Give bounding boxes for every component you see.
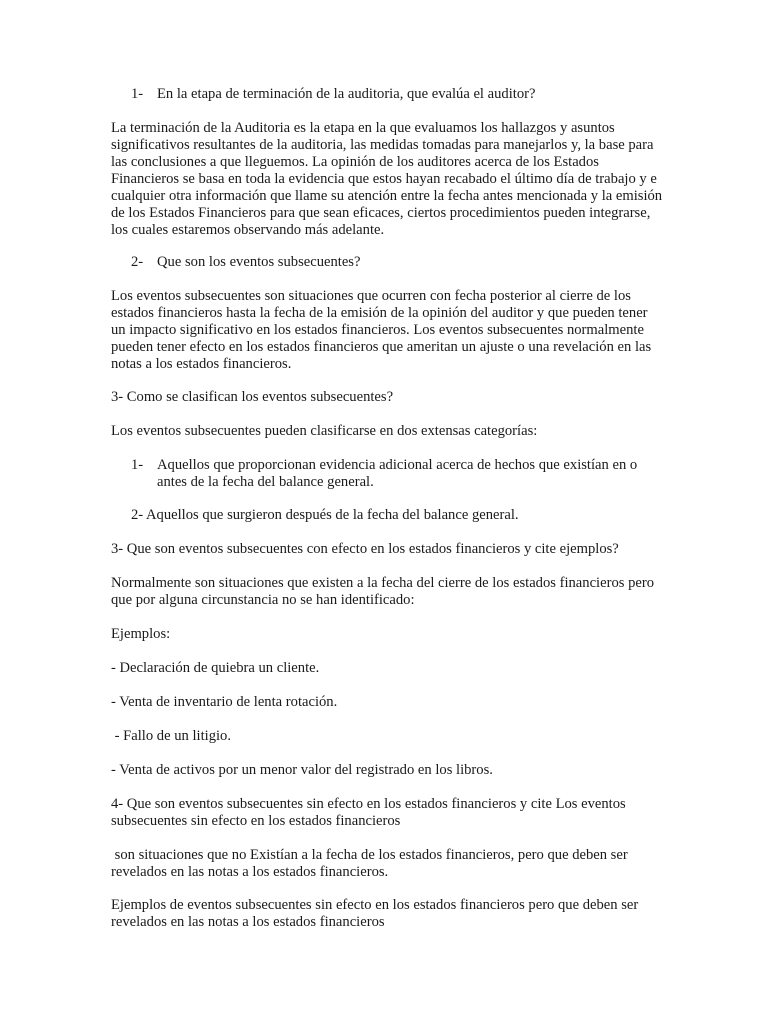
- list-item-number: 1-: [131, 457, 144, 473]
- question-5: 4- Que son eventos subsecuentes sin efecto en los estados financieros y cite Los eventos subsecuentes sin efecto en los estados financieros: [111, 796, 626, 829]
- question-2-number: 2-: [131, 254, 144, 270]
- question-2-text: Que son los eventos subsecuentes?: [157, 254, 361, 270]
- list-item-text: 2- Aquellos que surgieron después de la fecha del balance general.: [131, 507, 519, 523]
- question-1-number: 1-: [131, 86, 144, 102]
- examples-label: Ejemplos:: [111, 626, 171, 642]
- list-item: - Venta de inventario de lenta rotación.: [111, 694, 338, 710]
- question-4: 3- Que son eventos subsecuentes con efecto en los estados financieros y cite ejemplos?: [111, 541, 619, 557]
- answer-2: Los eventos subsecuentes son situaciones que ocurren con fecha posterior al cierre de los estados financieros hasta la fecha de la emisión de la opinión del auditor y que pueden tener un impacto significativo en los estados financieros. Los eventos subsecuentes normalmente pueden tener efecto en los estados financieros que ameritan un ajuste o una revelación en las notas a los estados financieros.: [111, 288, 652, 372]
- question-1-text: En la etapa de terminación de la auditoria, que evalúa el auditor?: [157, 86, 536, 102]
- answer-3-intro: Los eventos subsecuentes pueden clasificarse en dos extensas categorías:: [111, 423, 538, 439]
- list-item: - Fallo de un litigio.: [111, 728, 231, 744]
- list-item: - Venta de activos por un menor valor del registrado en los libros.: [111, 762, 493, 778]
- answer-1: La terminación de la Auditoria es la etapa en la que evaluamos los hallazgos y asuntos significativos resultantes de la auditoria, las medidas tomadas para manejarlos y, la base para las conclusiones a que lleguemos. La opinión de los auditores acerca de los Estados Financieros se basa en toda la evidencia que estos hayan recabado el último día de trabajo y e cualquier otra información que llame su atención entre la fecha antes mencionada y la emisión de los Estados Financieros para que sean eficaces, ciertos procedimientos pueden integrarse, los cuales estaremos observando más adelante.: [111, 120, 663, 238]
- answer-4: Normalmente son situaciones que existen a la fecha del cierre de los estados financieros pero que por alguna circunstancia no se han identificado:: [111, 575, 655, 608]
- list-item: - Declaración de quiebra un cliente.: [111, 660, 320, 676]
- question-3: 3- Como se clasifican los eventos subsecuentes?: [111, 389, 394, 405]
- list-item-text: Aquellos que proporcionan evidencia adicional acerca de hechos que existían en o antes de la fecha del balance general.: [157, 457, 638, 490]
- answer-5-examples: Ejemplos de eventos subsecuentes sin efecto en los estados financieros pero que deben ser revelados en las notas a los estados financieros: [111, 897, 639, 930]
- answer-5: son situaciones que no Existían a la fecha de los estados financieros, pero que deben ser revelados en las notas a los estados financieros.: [111, 847, 632, 880]
